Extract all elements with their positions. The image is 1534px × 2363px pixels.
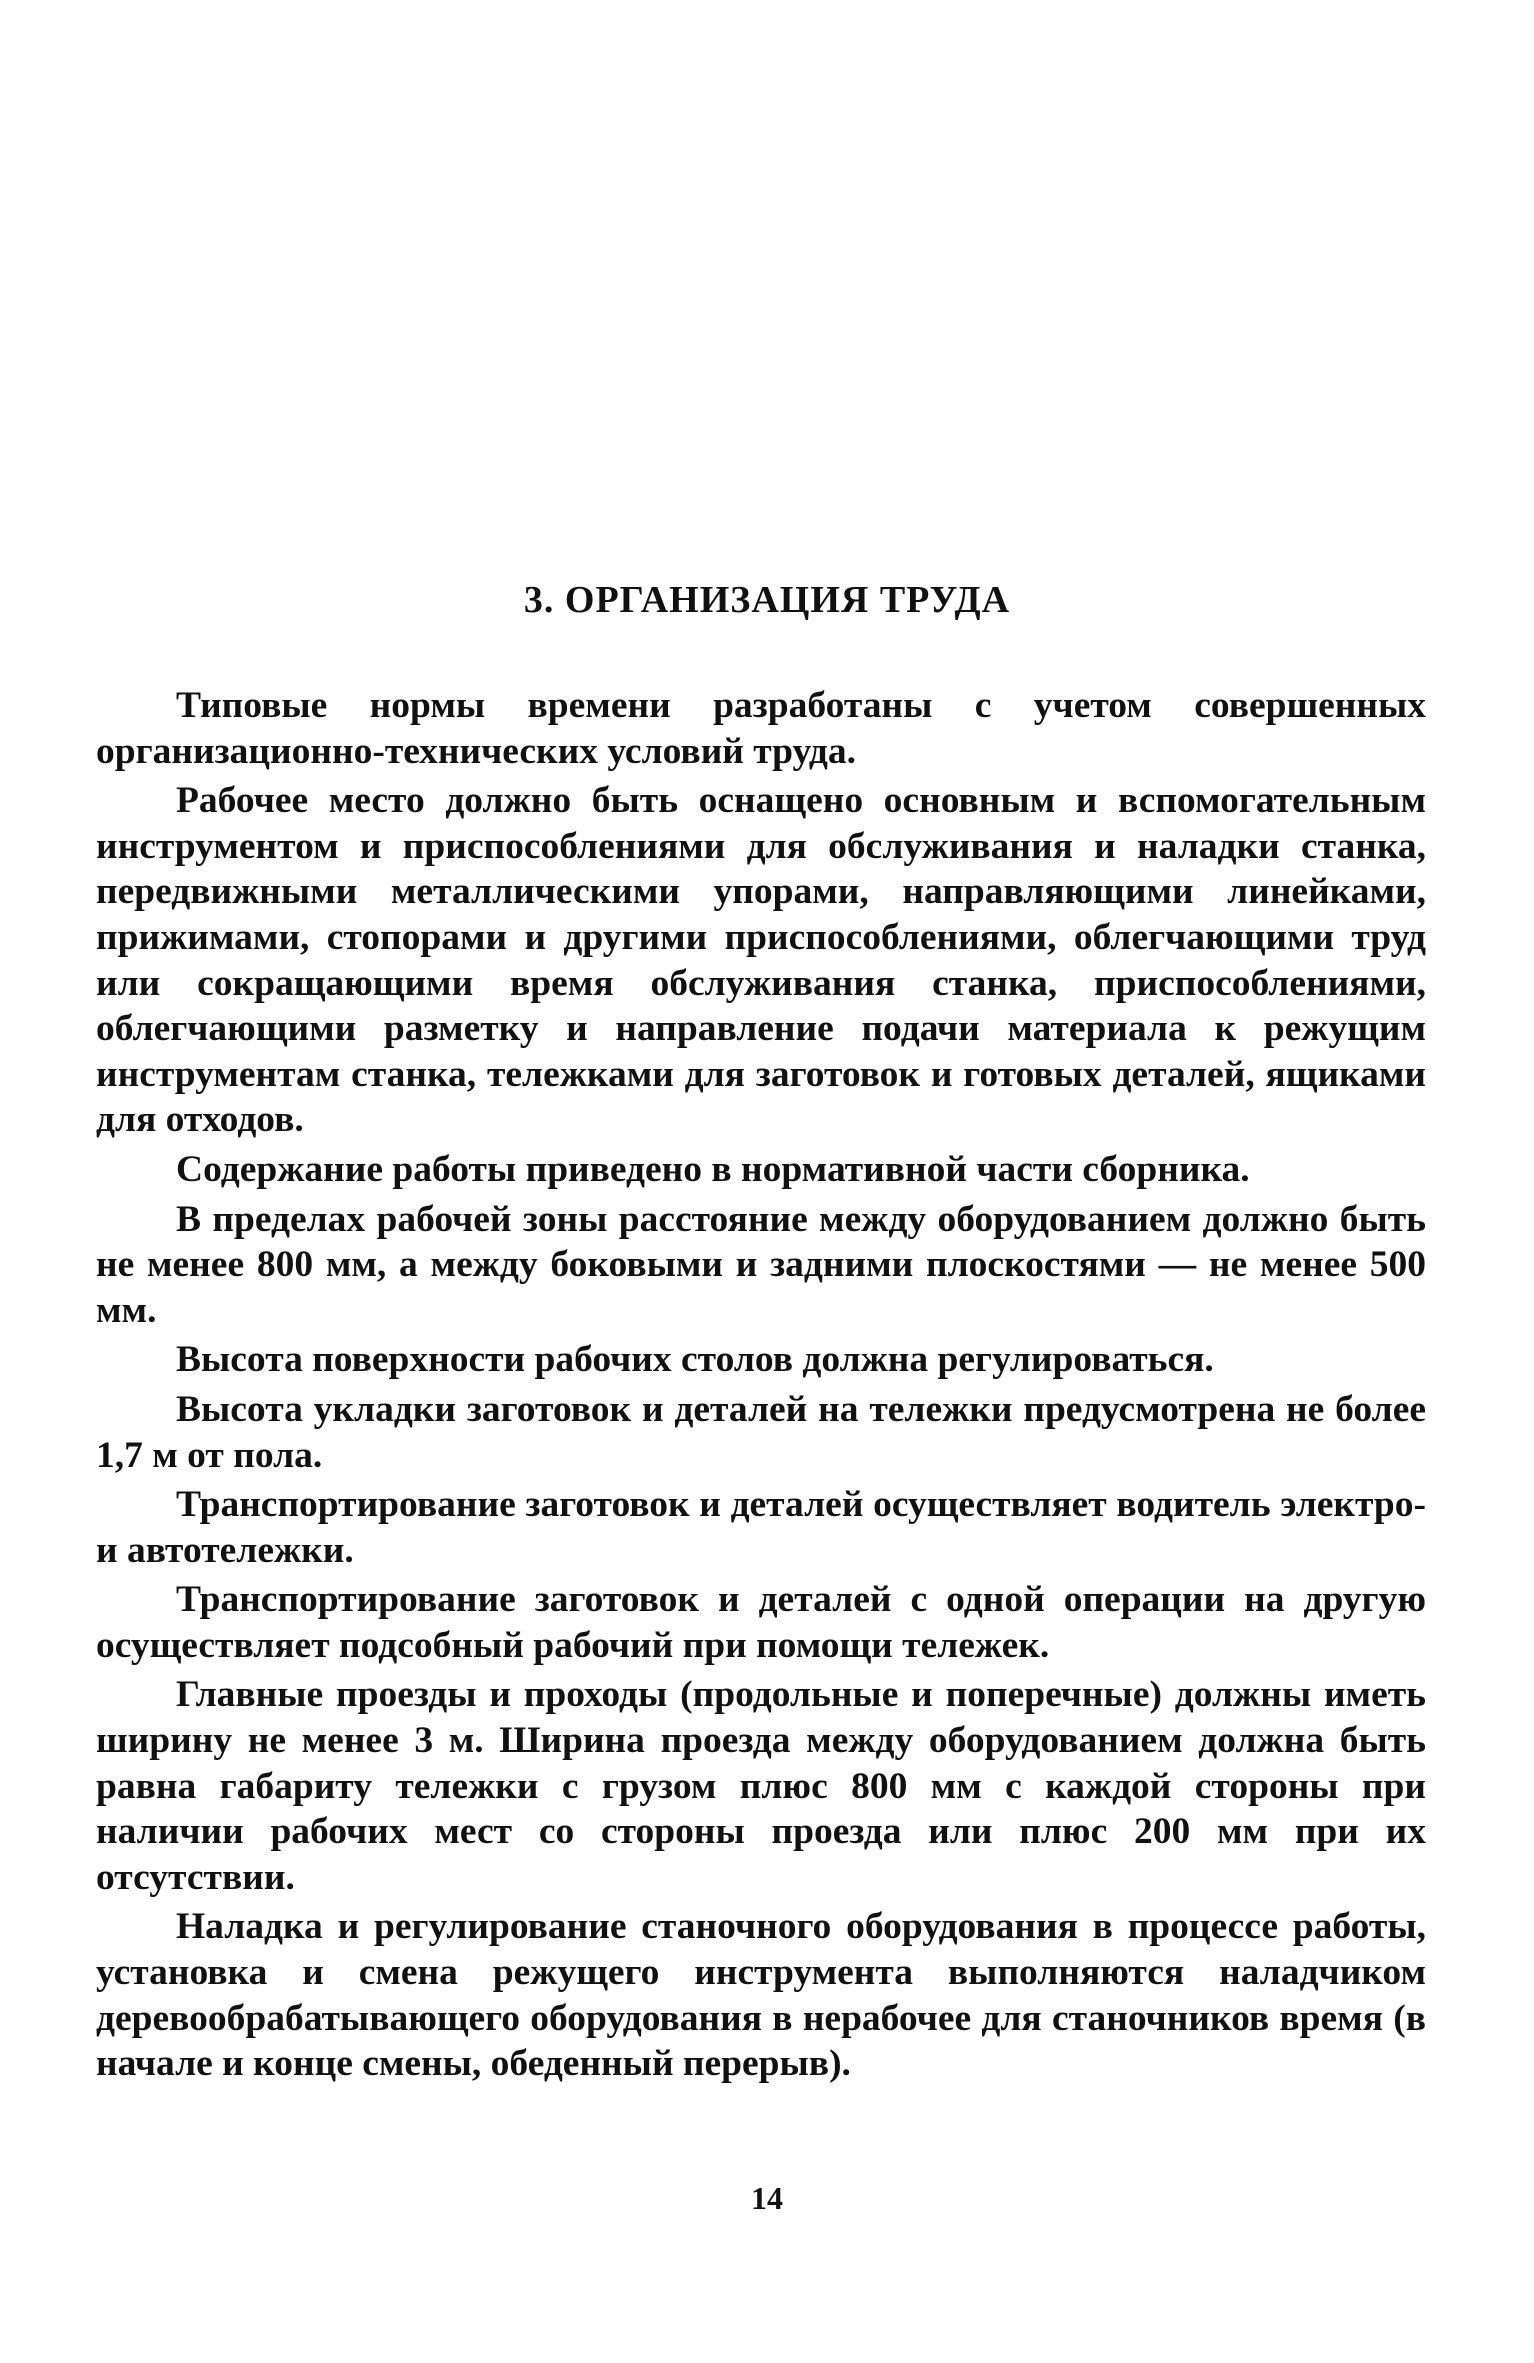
body-text: [96, 683, 1426, 2091]
paragraph: Рабочее место должно быть оснащено основным и вспомогательным инструментом и приспособлениями для обслуживания и наладки станка, передвижными металлическими упорами, направляющими линейками, прижимами, стопорами и другими приспособлениями, облегчающими труд или сокращающими время обслуживания станка, приспособлениями, облегчающими разметку и направление подачи материала к режущим инструментам станка, тележками для заготовок и готовых деталей, ящиками для отходов.: [96, 780, 1426, 1141]
paragraph: Главные проезды и проходы (продольные и поперечные) должны иметь ширину не менее 3 м. Ширина проезда между оборудованием должна быть равна габариту тележки с грузом плюс 800 мм с каждой стороны при наличии рабочих мест со стороны проезда или плюс 200 мм при их отсутствии.: [96, 1674, 1426, 1898]
paragraph: Содержание работы приведено в нормативной части сборника.: [176, 1148, 1250, 1190]
section-heading: 3. ОРГАНИЗАЦИЯ ТРУДА: [523, 579, 1011, 621]
paragraph: Наладка и регулирование станочного оборудования в процессе работы, установка и смена режущего инструмента выполняются наладчиком деревообрабатывающего оборудования в нерабочее для станочников время (в начале и конце смены, обеденный перерыв).: [96, 1906, 1426, 2085]
paragraph: Типовые нормы времени разработаны с учетом совершенных организационно-технических условий труда.: [96, 685, 1426, 772]
paragraph: Высота укладки заготовок и деталей на тележки предусмотрена не более 1,7 м от пола.: [96, 1388, 1426, 1476]
page-number: 14: [751, 2180, 783, 2216]
paragraph: В пределах рабочей зоны расстояние между оборудованием должно быть не менее 800 мм, а между боковыми и задними плоскостями — не менее 500 мм.: [96, 1198, 1426, 1331]
paragraph: Высота поверхности рабочих столов должна регулироваться.: [176, 1339, 1214, 1381]
paragraph: Транспортирование заготовок и деталей с одной операции на другую осуществляет подсобный рабочий при помощи тележек.: [96, 1579, 1426, 1666]
paragraph: Транспортирование заготовок и деталей осуществляет водитель электро- и автотележки.: [96, 1484, 1426, 1571]
